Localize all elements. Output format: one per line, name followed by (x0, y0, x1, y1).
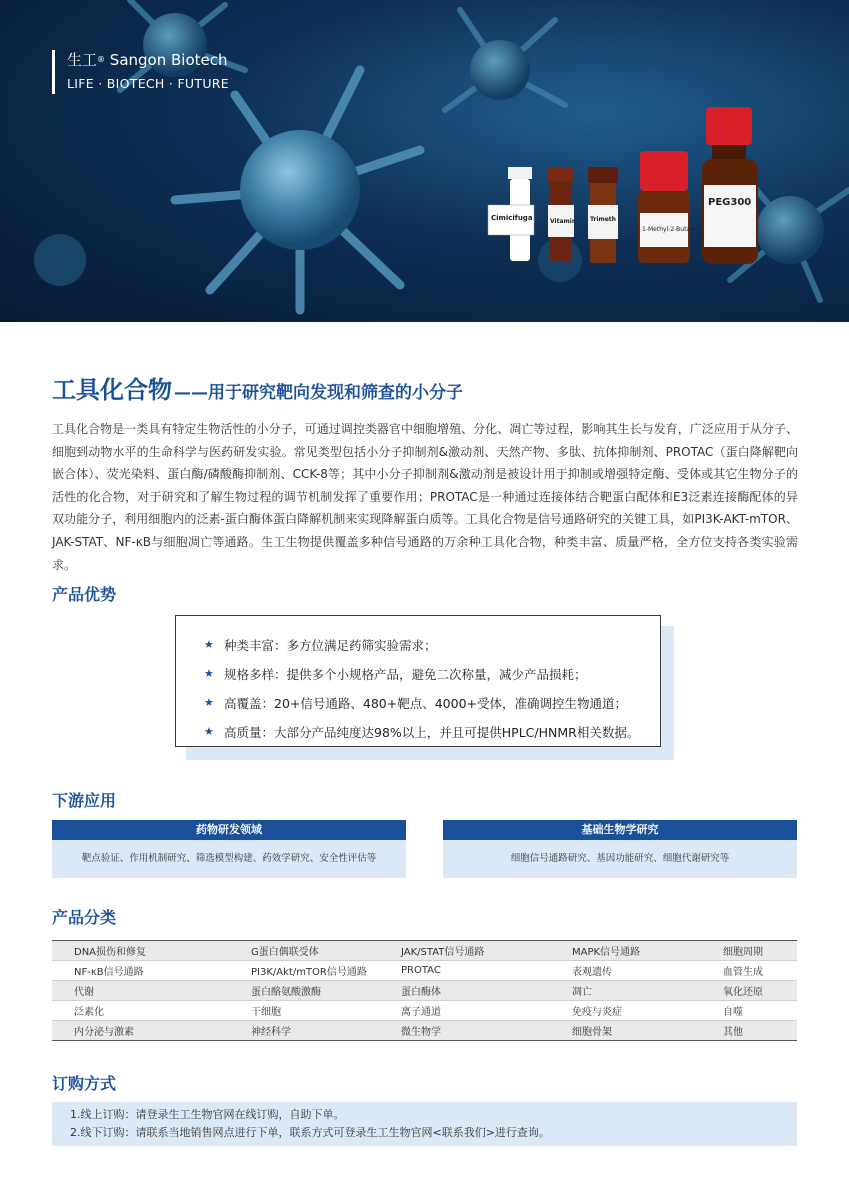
table-cell: PI3K/Akt/mTOR信号通路 (251, 961, 401, 981)
category-table (52, 940, 797, 1041)
applications-heading: 下游应用 (52, 791, 117, 810)
table-cell: 代谢 (52, 981, 251, 1001)
table-cell: DNA损伤和修复 (52, 941, 251, 961)
vial-label-4: 1-Methyl-2-Butan (642, 226, 694, 233)
table-cell: 细胞周期 (723, 941, 797, 961)
advantages-box (175, 615, 661, 747)
table-cell: 微生物学 (401, 1021, 572, 1041)
table-row (52, 961, 797, 981)
advantage-item (176, 630, 660, 659)
table-cell: 离子通道 (401, 1001, 572, 1021)
table-cell: NF-κB信号通路 (52, 961, 251, 981)
table-cell: G蛋白偶联受体 (251, 941, 401, 961)
table-row (52, 941, 797, 961)
advantage-text: 高覆盖：20+信号通路、480+靶点、4000+受体，准确调控生物通道； (224, 695, 627, 711)
table-cell: PROTAC (401, 961, 572, 981)
vial-white-tube (488, 167, 534, 261)
advantage-text: 规格多样：提供多个小规格产品，避免二次称量，减少产品损耗； (224, 666, 587, 682)
order-heading: 订购方式 (52, 1074, 117, 1093)
table-row (52, 1021, 797, 1041)
table-cell: JAK/STAT信号通路 (401, 941, 572, 961)
application-card-biology (443, 820, 797, 878)
table-cell: 凋亡 (572, 981, 723, 1001)
jar-red-cap (638, 151, 694, 263)
vial-label-2: Vitamin (550, 218, 577, 225)
advantage-item (176, 688, 660, 717)
company-logo (52, 50, 229, 94)
title-subtitle: ——用于研究靶向发现和筛查的小分子 (174, 383, 463, 403)
brand-tagline: LIFE · BIOTECH · FUTURE (67, 76, 229, 91)
table-cell: MAPK信号通路 (572, 941, 723, 961)
vial-label-1: Cimicifuga (491, 214, 533, 222)
application-card-title: 药物研发领域 (52, 820, 406, 840)
table-cell: 血管生成 (723, 961, 797, 981)
page-title (52, 370, 463, 405)
table-cell: 细胞骨架 (572, 1021, 723, 1041)
table-cell: 神经科学 (251, 1021, 401, 1041)
hero-banner (0, 0, 849, 322)
application-card-body: 细胞信号通路研究、基因功能研究、细胞代谢研究等 (510, 853, 730, 864)
intro-paragraph: 工具化合物是一类具有特定生物活性的小分子，可通过调控类器官中细胞增殖、分化、凋亡等过程，影响其生长与发育，广泛应用于从分子、细胞到动物水平的生命科学与医药研发实验。常见类型包括小分子抑制剂&激动剂、天然产物、多肽、抗体抑制剂、PROTAC（蛋白降解靶向嵌合体）、荧光染料、蛋白酶/磷酸酶抑制剂、CCK-8等；其中小分子抑制剂&激动剂是被设计用于抑制或增强特定酶、受体或其它生物分子的活性的化合物，对于研究和了解生物过程的调节机制发挥了重要作用；PROTAC是一种通过连接体结合靶蛋白配体和E3泛素连接酶配体的异双功能分子，利用细胞内的泛素-蛋白酶体蛋白降解机制来实现降解蛋白质等。工具化合物是信号通路研究的关键工具，如PI3K-AKT-mTOR、JAK-STAT、NF-κB与细胞凋亡等通路。生工生物提供覆盖多种信号通路的万余种工具化合物，种类丰富、质量严格，全方位支持各类实验需求。 (52, 422, 798, 572)
advantage-text: 高质量：大部分产品纯度达98%以上，并且可提供HPLC/HNMR相关数据。 (224, 724, 640, 740)
star-icon: ★ (204, 725, 214, 738)
advantage-item (176, 659, 660, 688)
table-row (52, 981, 797, 1001)
title-main: 工具化合物 (52, 376, 172, 404)
application-card-title: 基础生物学研究 (443, 820, 797, 840)
brand-name (67, 50, 229, 70)
star-icon: ★ (204, 696, 214, 709)
table-cell: 自噬 (723, 1001, 797, 1021)
order-line-offline: 2.线下订购：请联系当地销售网点进行下单，联系方式可登录生工生物官网<联系我们>进行查询。 (70, 1126, 550, 1139)
application-card-drug (52, 820, 406, 878)
table-cell: 蛋白酪氨酸激酶 (251, 981, 401, 1001)
table-cell: 表观遗传 (572, 961, 723, 981)
order-box (52, 1102, 797, 1146)
table-row (52, 1001, 797, 1021)
vial-brown-2 (588, 167, 618, 263)
vial-brown-1 (548, 167, 576, 261)
table-cell: 内分泌与激素 (52, 1021, 251, 1041)
advantage-item (176, 717, 660, 746)
categories-heading: 产品分类 (52, 908, 117, 927)
table-cell: 干细胞 (251, 1001, 401, 1021)
vial-label-5: PEG300 (708, 197, 752, 208)
order-line-online: 1.线上订购：请登录生工生物官网在线订购，自助下单。 (70, 1108, 345, 1121)
star-icon: ★ (204, 667, 214, 680)
table-cell: 泛素化 (52, 1001, 251, 1021)
table-cell: 免疫与炎症 (572, 1001, 723, 1021)
registered-mark: ® (97, 55, 106, 64)
application-card-body: 靶点验证、作用机制研究、筛选模型构建、药效学研究、安全性评估等 (81, 853, 377, 864)
table-cell: 其他 (723, 1021, 797, 1041)
table-cell: 氧化还原 (723, 981, 797, 1001)
product-bottles-image (480, 105, 780, 270)
advantages-heading: 产品优势 (52, 585, 117, 604)
brand-cn: 生工 (67, 51, 98, 69)
brand-en: Sangon Biotech (109, 51, 228, 69)
advantage-text: 种类丰富：多方位满足药筛实验需求； (224, 637, 437, 653)
vial-label-3: Trimeth (590, 216, 616, 223)
star-icon: ★ (204, 638, 214, 651)
bottle-peg300 (702, 107, 758, 264)
logo-divider (52, 50, 55, 94)
table-cell: 蛋白酶体 (401, 981, 572, 1001)
